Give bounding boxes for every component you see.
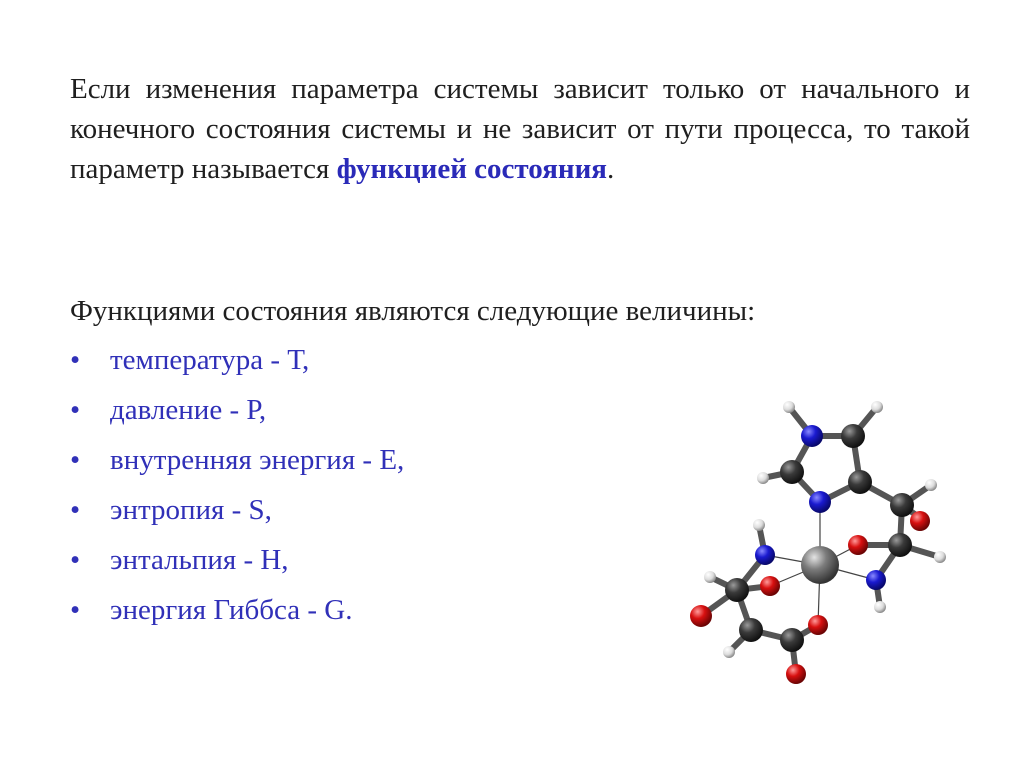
- molecule-3d-model-icon: [675, 385, 965, 695]
- oxygen-atom: [690, 605, 712, 627]
- oxygen-atom: [848, 535, 868, 555]
- list-item: [70, 340, 404, 390]
- hydrogen-atom: [871, 401, 883, 413]
- list-item-text: энтропия - S,: [110, 494, 272, 526]
- hydrogen-atom: [783, 401, 795, 413]
- list-item-text: энтальпия - Н,: [110, 544, 289, 576]
- carbon-atom: [780, 628, 804, 652]
- carbon-atom: [888, 533, 912, 557]
- hydrogen-atom: [704, 571, 716, 583]
- list-item: [70, 440, 404, 490]
- bullet-icon: •: [70, 394, 81, 426]
- metal-atom: [801, 546, 839, 584]
- hydrogen-atom: [757, 472, 769, 484]
- list-intro: Функциями состояния являются следующие величины:: [70, 295, 756, 327]
- oxygen-atom: [760, 576, 780, 596]
- carbon-atom: [725, 578, 749, 602]
- list-item-text: температура - Т,: [110, 344, 310, 376]
- list-item: [70, 390, 404, 440]
- hydrogen-atom: [874, 601, 886, 613]
- carbon-atom: [780, 460, 804, 484]
- carbon-atom: [890, 493, 914, 517]
- bullet-icon: •: [70, 494, 81, 526]
- state-functions-list: [70, 340, 404, 640]
- list-item-text: внутренняя энергия - Е,: [110, 444, 405, 476]
- list-item: [70, 540, 404, 590]
- oxygen-atom: [910, 511, 930, 531]
- definition-paragraph: [70, 69, 970, 189]
- bullet-icon: •: [70, 344, 81, 376]
- atoms: [690, 401, 946, 684]
- bullet-icon: •: [70, 594, 81, 626]
- carbon-atom: [841, 424, 865, 448]
- carbon-atom: [739, 618, 763, 642]
- hydrogen-atom: [753, 519, 765, 531]
- hydrogen-atom: [925, 479, 937, 491]
- list-item-text: давление - Р,: [110, 394, 267, 426]
- nitrogen-atom: [755, 545, 775, 565]
- hydrogen-atom: [934, 551, 946, 563]
- list-item: [70, 590, 404, 640]
- oxygen-atom: [786, 664, 806, 684]
- list-item: [70, 490, 404, 540]
- bullet-icon: •: [70, 444, 81, 476]
- definition-end: .: [607, 153, 615, 185]
- oxygen-atom: [808, 615, 828, 635]
- bullet-icon: •: [70, 544, 81, 576]
- nitrogen-atom: [866, 570, 886, 590]
- definition-text: Если изменения параметра системы зависит только от начального и конечного состояния системы и не зависит от пути процесса, то такой параметр называется: [70, 73, 970, 185]
- highlighted-term: функцией состояния: [336, 153, 608, 185]
- nitrogen-atom: [809, 491, 831, 513]
- nitrogen-atom: [801, 425, 823, 447]
- hydrogen-atom: [723, 646, 735, 658]
- list-item-text: энергия Гиббса - G.: [110, 594, 353, 626]
- carbon-atom: [848, 470, 872, 494]
